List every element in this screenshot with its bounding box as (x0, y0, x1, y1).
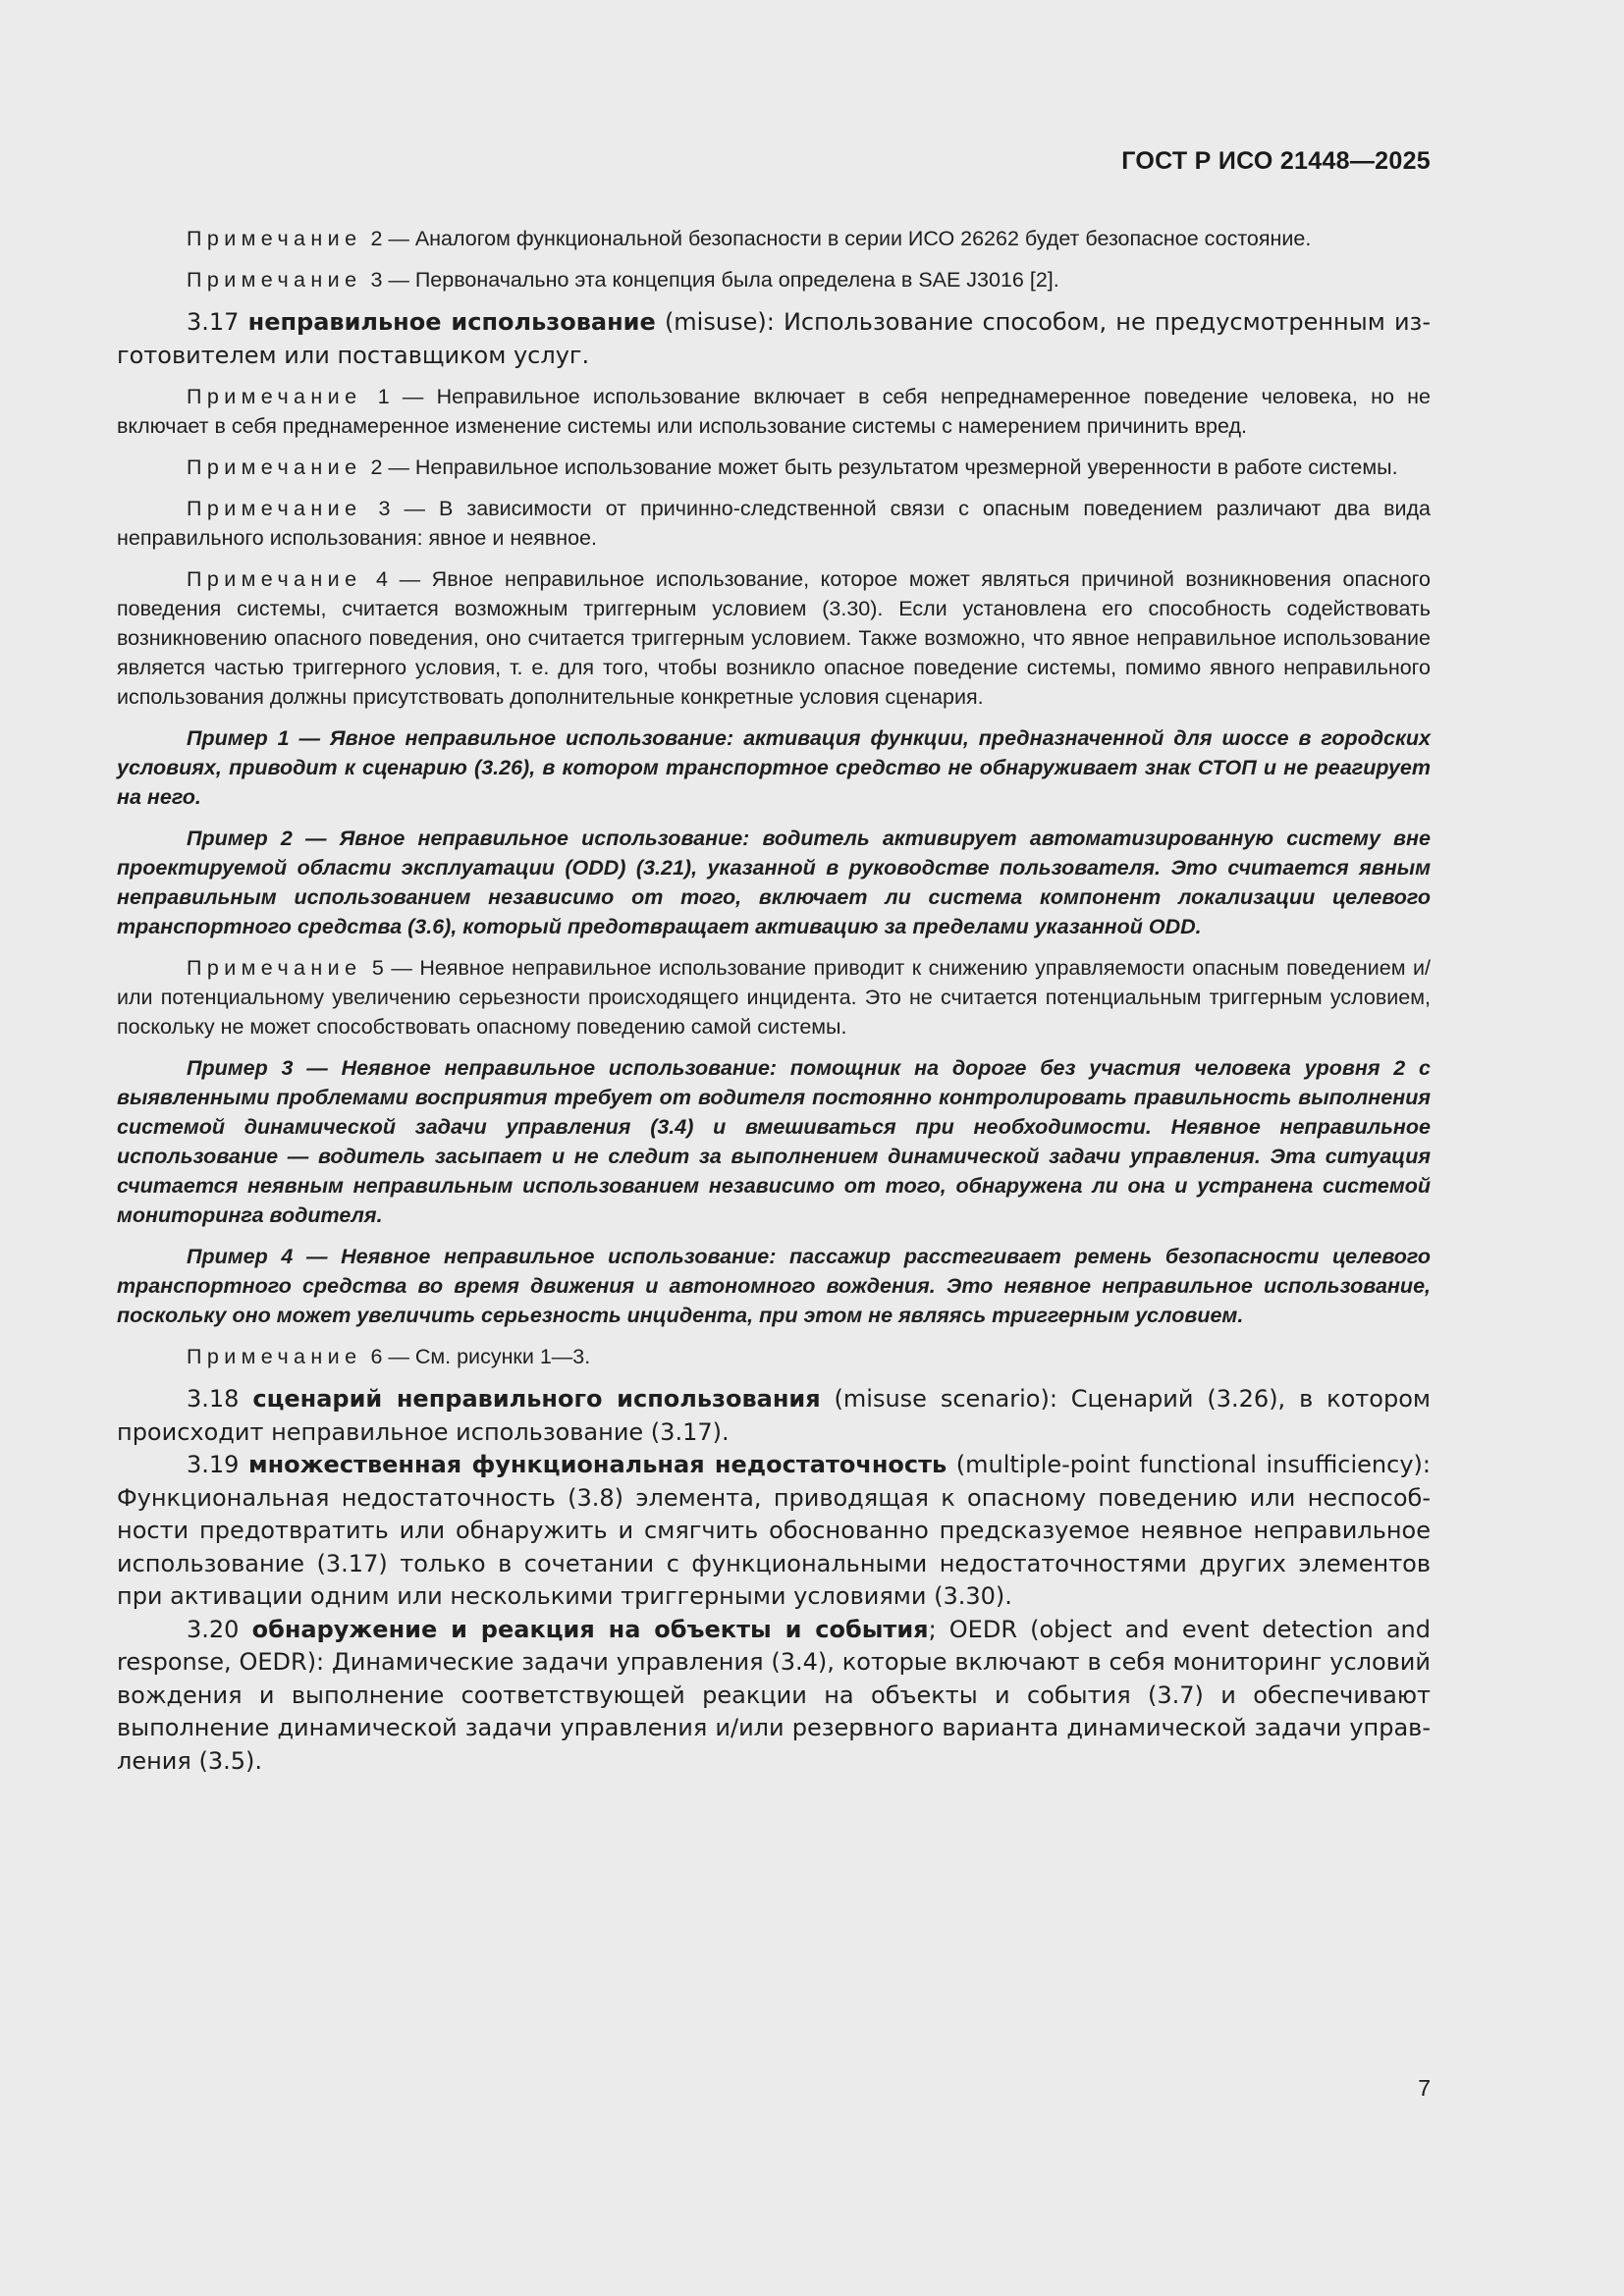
note-text: 6 — См. рисунки 1—3. (370, 1345, 591, 1368)
term-name: неправильное использование (247, 308, 656, 336)
term-number: 3.17 (187, 308, 240, 336)
document-header-code: ГОСТ Р ИСО 21448—2025 (1121, 147, 1431, 175)
note-text: 2 — Неправильное использование может быть результатом чрезмерной уверенности в работе системы. (370, 455, 1398, 479)
note-label: Примечание (187, 956, 362, 980)
note-paragraph (117, 1342, 1431, 1371)
note-label: Примечание (187, 227, 362, 250)
example-paragraph: Пример 4 — Неявное неправильное использование: пассажир расстегивает ремень безопасности целевого транспортного средства во время движения и автономного вождения. Это неявное неправильное использование, поскольку оно может увеличить серьезность инцидента, при этом не являясь триггерным условием. (117, 1245, 1431, 1327)
term-definition (117, 1383, 1431, 1449)
term-definition (117, 1449, 1431, 1614)
note-paragraph (117, 953, 1431, 1041)
note-paragraph (117, 453, 1431, 482)
page-number: 7 (1418, 2075, 1431, 2101)
note-text: 5 — Неявное неправильное использование приводит к снижению управляемости опасным поведением и/или потенциальному увеличению серьезности происходящего инцидента. Это не считается потенциальным триггерным условием, поскольку не может способствовать опасному поведению самой системы. (117, 956, 1431, 1039)
note-label: Примечание (187, 1345, 362, 1368)
term-number: 3.18 (187, 1385, 240, 1413)
note-label: Примечание (187, 567, 362, 591)
term-definition (117, 306, 1431, 372)
note-label: Примечание (187, 455, 362, 479)
note-paragraph (117, 564, 1431, 712)
note-paragraph (117, 494, 1431, 553)
note-paragraph (117, 224, 1431, 253)
term-text: ; OEDR (object and event detection and response, OEDR): Динамические задачи управления (3.4), которые включают в себя мониторинг условий вождения и выполнение соответствующей реакции на объекты и события (3.7) и обеспечивают выполнение динамической задачи управления и/или резервного варианта динамической задачи управления (3.5). (117, 1615, 1431, 1775)
term-text: (misuse scenario): Сценарий (3.26), в котором происходит неправильное использование (3.17). (117, 1385, 1431, 1446)
term-text: (misuse): Использование способом, не предусмотренным изготовителем или поставщиком услуг. (117, 308, 1431, 369)
note-text: 2 — Аналогом функциональной безопасности в серии ИСО 26262 будет безопасное состояние. (370, 227, 1312, 250)
note-text: 1 — Неправильное использование включает в себя непреднамеренное поведение человека, но не включает в себя преднамеренное изменение системы или использование системы с намерением причинить вред. (117, 385, 1431, 438)
term-name: обнаружение и реакция на объекты и события (251, 1615, 929, 1643)
example-paragraph: Пример 1 — Явное неправильное использование: активация функции, предназначенной для шоссе в городских условиях, приводит к сценарию (3.26), в котором транспортное средство не обнаруживает знак СТОП и не реагирует на него. (117, 726, 1431, 809)
note-paragraph (117, 382, 1431, 441)
term-number: 3.19 (187, 1451, 240, 1478)
term-name: множественная функциональная недостаточность (247, 1451, 947, 1478)
note-text: 3 — Первоначально эта концепция была определена в SAE J3016 [2]. (370, 268, 1059, 292)
note-text: 3 — В зависимости от причинно-следственной связи с опасным поведением различают два вида неправильного использования: явное и неявное. (117, 497, 1431, 550)
term-number: 3.20 (187, 1615, 240, 1643)
example-paragraph: Пример 2 — Явное неправильное использование: водитель активирует автоматизированную систему вне проектируемой области эксплуатации (ODD) (3.21), указанной в руководстве пользователя. Это считается явным неправильным использованием независимо от того, включает ли система компонент локализации целевого транспортного средства (3.6), который предотвращает активацию за пределами указанной ODD. (117, 827, 1431, 938)
note-label: Примечание (187, 385, 362, 408)
note-paragraph (117, 265, 1431, 294)
term-text: (multiple-point functional insufficiency): Функциональная недостаточность (3.8) элемента, приводящая к опасному поведению или неспособности предотвратить или обнаружить и смягчить обоснованно предсказуемое неявное неправильное использование (3.17) только в сочетании с функциональными недостаточностями других элементов при активации одним или несколькими триггерными условиями (3.30). (117, 1451, 1431, 1610)
note-label: Примечание (187, 268, 362, 292)
note-label: Примечание (187, 497, 362, 520)
example-paragraph: Пример 3 — Неявное неправильное использование: помощник на дороге без участия человека уровня 2 с выявленными проблемами восприятия требует от водителя постоянно контролировать правильность выполнения системой динамической задачи управления (3.4) и вмешиваться при необходимости. Неявное неправильное использование — водитель засыпает и не следит за выполнением динамической задачи управления. Эта ситуация считается неявным неправильным использованием независимо от того, обнаружена ли она и устранена системой мониторинга водителя. (117, 1056, 1431, 1227)
note-text: 4 — Явное неправильное использование, которое может являться причиной возникновения опасного поведения системы, считается возможным триггерным условием (3.30). Если установлена его способность содействовать возникновению опасного поведения, оно считается триггерным условием. Также возможно, что явное неправильное использование является частью триггерного условия, т. е. для того, чтобы возникло опасное поведение системы, помимо явного неправильного использования должны присутствовать дополнительные конкретные условия сценария. (117, 567, 1431, 709)
document-body (117, 224, 1431, 1778)
term-name: сценарий неправильного использования (252, 1385, 821, 1413)
term-definition (117, 1614, 1431, 1779)
